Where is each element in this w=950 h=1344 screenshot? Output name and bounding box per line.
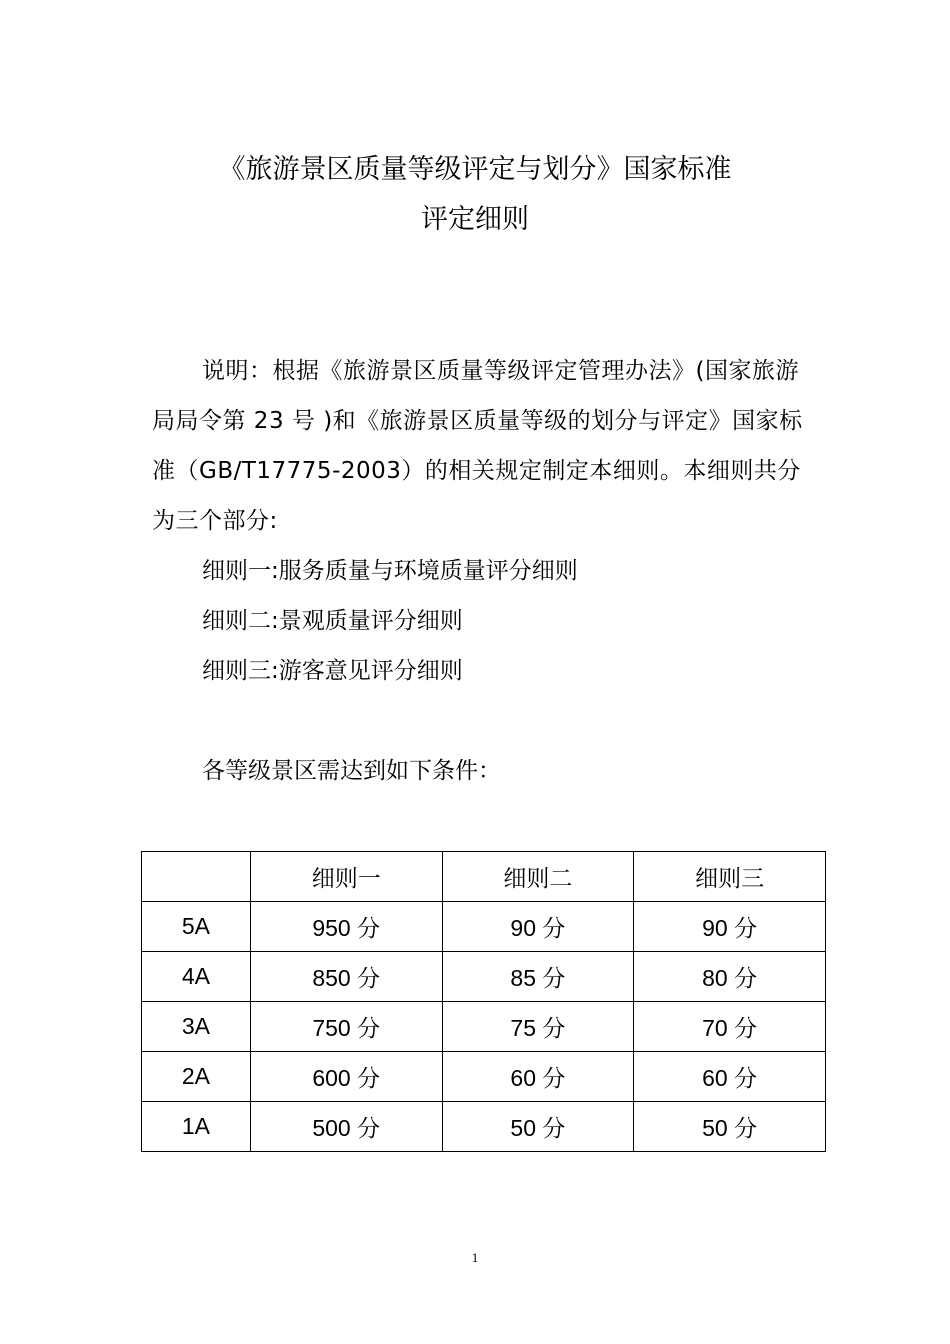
grade-cell: 5A — [142, 902, 251, 952]
table-cell: 60 分 — [634, 1052, 826, 1102]
grade-cell: 3A — [142, 1002, 251, 1052]
table-row — [142, 1102, 826, 1152]
table-header-cell: 细则二 — [442, 852, 634, 902]
table-cell: 75 分 — [442, 1002, 634, 1052]
grade-requirements-table — [141, 851, 826, 1152]
grade-cell: 1A — [142, 1102, 251, 1152]
table-cell: 90 分 — [634, 902, 826, 952]
table-cell: 60 分 — [442, 1052, 634, 1102]
table-header-cell — [142, 852, 251, 902]
document-title: 《旅游景区质量等级评定与划分》国家标准 — [218, 154, 732, 185]
table-cell: 500 分 — [250, 1102, 442, 1152]
table-cell: 950 分 — [250, 902, 442, 952]
table-header-row — [142, 852, 826, 902]
grade-cell: 4A — [142, 952, 251, 1002]
table-row — [142, 1052, 826, 1102]
table-cell: 70 分 — [634, 1002, 826, 1052]
table-header-cell: 细则三 — [634, 852, 826, 902]
table-cell: 50 分 — [634, 1102, 826, 1152]
grade-cell: 2A — [142, 1052, 251, 1102]
intro-paragraph: 说明：根据《旅游景区质量等级评定管理办法》(国家旅游局局令第 23 号 )和《旅游景区质量等级的划分与评定》国家标准（GB/T17775-2003）的相关规定制定本细则。本细则共分为三个部分: — [152, 358, 803, 534]
table-header-cell: 细则一 — [250, 852, 442, 902]
rule-item-2: 细则二:景观质量评分细则 — [202, 608, 463, 634]
table-cell: 90 分 — [442, 902, 634, 952]
table-cell: 850 分 — [250, 952, 442, 1002]
document-subtitle: 评定细则 — [421, 204, 529, 235]
page-number: 1 — [471, 1250, 479, 1265]
table-row — [142, 902, 826, 952]
conditions-heading: 各等级景区需达到如下条件： — [202, 758, 501, 784]
table-row — [142, 952, 826, 1002]
table-cell: 750 分 — [250, 1002, 442, 1052]
rule-item-1: 细则一:服务质量与环境质量评分细则 — [202, 558, 578, 584]
table-row — [142, 1002, 826, 1052]
table-cell: 600 分 — [250, 1052, 442, 1102]
table-cell: 85 分 — [442, 952, 634, 1002]
table-cell: 80 分 — [634, 952, 826, 1002]
table-cell: 50 分 — [442, 1102, 634, 1152]
rule-item-3: 细则三:游客意见评分细则 — [202, 658, 463, 684]
